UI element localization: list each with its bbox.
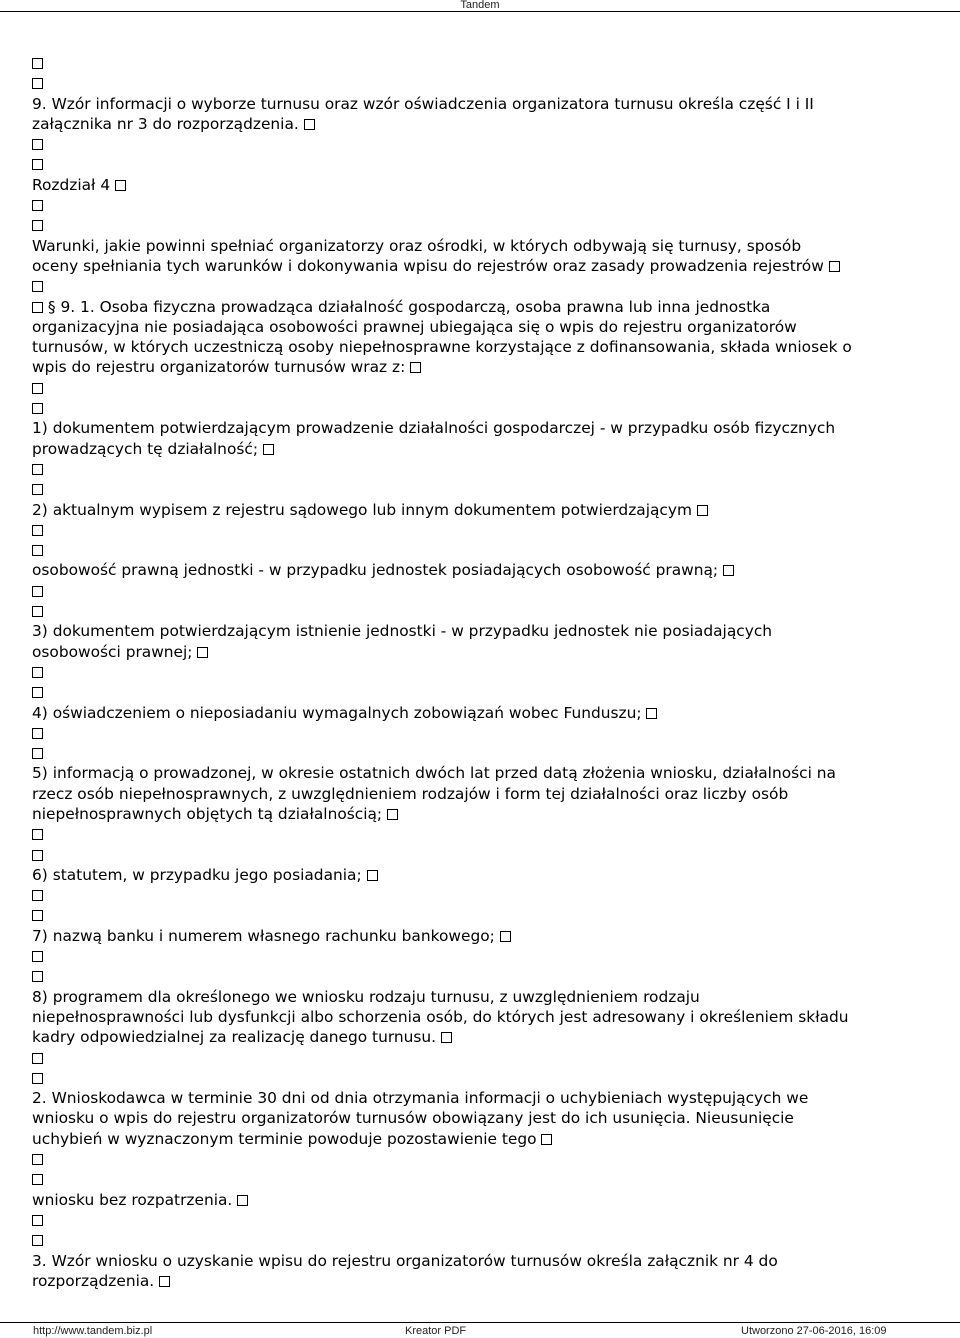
text-line — [32, 1271, 912, 1291]
line-text: wpis do rejestru organizatorów turnusów wraz z: — [32, 358, 411, 377]
checkbox-placeholder-icon — [32, 890, 43, 901]
line-text: osobowość prawną jednostki - w przypadku jednostek posiadających osobowość prawną; — [32, 561, 723, 580]
text-line — [32, 439, 912, 459]
line-text: 2. Wnioskodawca w terminie 30 dni od dnia otrzymania informacji o uchybieniach występujących we — [32, 1089, 809, 1108]
footer-created-date: Utworzono 27-06-2016, 16:09 — [741, 1325, 887, 1337]
checkbox-placeholder-icon — [263, 444, 274, 455]
checkbox-placeholder-icon — [32, 748, 43, 759]
text-line — [32, 682, 912, 702]
text-line — [32, 1169, 912, 1189]
checkbox-placeholder-icon — [32, 1053, 43, 1064]
text-line — [32, 845, 912, 865]
checkbox-placeholder-icon — [32, 78, 43, 89]
checkbox-placeholder-icon — [159, 1276, 170, 1287]
checkbox-placeholder-icon — [32, 220, 43, 231]
text-line — [32, 601, 912, 621]
text-line — [32, 276, 912, 296]
line-text: 9. Wzór informacji o wyborze turnusu oraz wzór oświadczenia organizatora turnusu określa część I i II — [32, 94, 814, 113]
text-line — [32, 865, 912, 885]
page-header — [0, 0, 960, 11]
checkbox-placeholder-icon — [32, 951, 43, 962]
text-line — [32, 1007, 912, 1027]
text-line — [32, 621, 912, 641]
checkbox-placeholder-icon — [32, 302, 43, 313]
text-line — [32, 520, 912, 540]
checkbox-placeholder-icon — [32, 1174, 43, 1185]
checkbox-placeholder-icon — [32, 1215, 43, 1226]
text-line — [32, 236, 912, 256]
checkbox-placeholder-icon — [500, 931, 511, 942]
line-text: niepełnosprawności lub dysfunkcji albo schorzenia osób, do których jest adresowany i określeniem składu — [32, 1007, 849, 1026]
checkbox-placeholder-icon — [32, 1235, 43, 1246]
text-line — [32, 1230, 912, 1250]
checkbox-placeholder-icon — [32, 484, 43, 495]
text-line — [32, 73, 912, 93]
text-line — [32, 946, 912, 966]
line-text: 5) informacją o prowadzonej, w okresie ostatnich dwóch lat przed datą złożenia wniosku, działalności na — [32, 764, 836, 783]
checkbox-placeholder-icon — [367, 870, 378, 881]
line-text: prowadzących tę działalność; — [32, 439, 263, 458]
line-text: § 9. 1. Osoba fizyczna prowadząca działalność gospodarczą, osoba prawna lub inna jednostka — [43, 297, 771, 316]
text-line — [32, 297, 912, 317]
text-line — [32, 1027, 912, 1047]
text-line — [32, 703, 912, 723]
text-line — [32, 723, 912, 743]
line-text: 1) dokumentem potwierdzającym prowadzenie działalności gospodarczej - w przypadku osób fizycznych — [32, 419, 836, 438]
checkbox-placeholder-icon — [410, 362, 421, 373]
line-text: oceny spełniania tych warunków i dokonywania wpisu do rejestrów oraz zasady prowadzenia rejestrów — [32, 256, 829, 275]
text-line — [32, 1129, 912, 1149]
checkbox-placeholder-icon — [32, 667, 43, 678]
checkbox-placeholder-icon — [237, 1195, 248, 1206]
text-line — [32, 134, 912, 154]
line-text: niepełnosprawnych objętych tą działalnością; — [32, 804, 387, 823]
line-text: 7) nazwą banku i numerem własnego rachunku bankowego; — [32, 926, 500, 945]
checkbox-placeholder-icon — [32, 687, 43, 698]
checkbox-placeholder-icon — [32, 606, 43, 617]
text-line — [32, 418, 912, 438]
text-line — [32, 500, 912, 520]
checkbox-placeholder-icon — [32, 58, 43, 69]
line-text: turnusów, w których uczestniczą osoby niepełnosprawne korzystające z dofinansowania, składa wniosek o — [32, 338, 852, 357]
text-line — [32, 1068, 912, 1088]
page-footer — [0, 1324, 960, 1338]
text-line — [32, 1048, 912, 1068]
checkbox-placeholder-icon — [697, 505, 708, 516]
text-line — [32, 824, 912, 844]
text-line — [32, 154, 912, 174]
text-line — [32, 94, 912, 114]
checkbox-placeholder-icon — [32, 910, 43, 921]
text-line — [32, 357, 912, 377]
footer-divider — [0, 1322, 960, 1323]
text-line — [32, 195, 912, 215]
text-line — [32, 459, 912, 479]
line-text: uchybień w wyznaczonym terminie powoduje pozostawienie tego — [32, 1129, 542, 1148]
checkbox-placeholder-icon — [304, 119, 315, 130]
text-line — [32, 763, 912, 783]
line-text: 2) aktualnym wypisem z rejestru sądowego lub innym dokumentem potwierdzającym — [32, 500, 697, 519]
checkbox-placeholder-icon — [32, 525, 43, 536]
text-line — [32, 560, 912, 580]
checkbox-placeholder-icon — [32, 545, 43, 556]
header-divider — [0, 11, 960, 12]
text-line — [32, 1088, 912, 1108]
line-text: 8) programem dla określonego we wniosku rodzaju turnusu, z uwzględnieniem rodzaju — [32, 987, 700, 1006]
checkbox-placeholder-icon — [32, 586, 43, 597]
text-line — [32, 1190, 912, 1210]
footer-url[interactable]: http://www.tandem.biz.pl — [33, 1325, 153, 1337]
checkbox-placeholder-icon — [32, 1154, 43, 1165]
text-line — [32, 1251, 912, 1271]
text-line — [32, 53, 912, 73]
line-text: wniosku bez rozpatrzenia. — [32, 1190, 238, 1209]
page-header-title: Tandem — [460, 0, 500, 11]
text-line — [32, 1210, 912, 1230]
line-text: rzecz osób niepełnosprawnych, z uwzględnieniem rodzajów i form tej działalności oraz liczby osób — [32, 784, 789, 803]
checkbox-placeholder-icon — [197, 647, 208, 658]
line-text: 6) statutem, w przypadku jego posiadania; — [32, 865, 367, 884]
line-text: osobowości prawnej; — [32, 642, 198, 661]
line-text: Warunki, jakie powinni spełniać organizatorzy oraz ośrodki, w których odbywają się turnusy, sposób — [32, 236, 802, 255]
text-line — [32, 642, 912, 662]
text-line — [32, 114, 912, 134]
text-line — [32, 987, 912, 1007]
text-line — [32, 398, 912, 418]
checkbox-placeholder-icon — [387, 809, 398, 820]
line-text: kadry odpowiedzialnej za realizację danego turnusu. — [32, 1028, 441, 1047]
checkbox-placeholder-icon — [32, 403, 43, 414]
checkbox-placeholder-icon — [32, 159, 43, 170]
text-line — [32, 784, 912, 804]
text-line — [32, 479, 912, 499]
text-line — [32, 378, 912, 398]
line-text: 4) oświadczeniem o nieposiadaniu wymagalnych zobowiązań wobec Funduszu; — [32, 703, 647, 722]
checkbox-placeholder-icon — [32, 971, 43, 982]
line-text: Rozdział 4 — [32, 175, 116, 194]
line-text: załącznika nr 3 do rozporządzenia. — [32, 114, 304, 133]
checkbox-placeholder-icon — [32, 139, 43, 150]
checkbox-placeholder-icon — [32, 383, 43, 394]
text-line — [32, 175, 912, 195]
text-line — [32, 804, 912, 824]
text-line — [32, 337, 912, 357]
text-line — [32, 885, 912, 905]
footer-creator: Kreator PDF — [405, 1325, 467, 1337]
text-line — [32, 540, 912, 560]
text-line — [32, 215, 912, 235]
checkbox-placeholder-icon — [32, 281, 43, 292]
checkbox-placeholder-icon — [32, 829, 43, 840]
text-line — [32, 905, 912, 925]
document-body — [32, 53, 912, 1291]
line-text: wniosku o wpis do rejestru organizatorów turnusów obowiązany jest do ich usunięcia. Nieusunięcie — [32, 1109, 794, 1128]
text-line — [32, 256, 912, 276]
line-text: 3) dokumentem potwierdzającym istnienie jednostki - w przypadku jednostek nie posiadających — [32, 622, 773, 641]
text-line — [32, 1108, 912, 1128]
line-text: 3. Wzór wniosku o uzyskanie wpisu do rejestru organizatorów turnusów określa załącznik nr 4 do — [32, 1251, 778, 1270]
checkbox-placeholder-icon — [723, 565, 734, 576]
checkbox-placeholder-icon — [829, 261, 840, 272]
checkbox-placeholder-icon — [646, 708, 657, 719]
checkbox-placeholder-icon — [32, 200, 43, 211]
text-line — [32, 1149, 912, 1169]
checkbox-placeholder-icon — [541, 1134, 552, 1145]
checkbox-placeholder-icon — [32, 850, 43, 861]
line-text: organizacyjna nie posiadająca osobowości prawnej ubiegająca się o wpis do rejestru organizatorów — [32, 317, 797, 336]
checkbox-placeholder-icon — [441, 1032, 452, 1043]
text-line — [32, 966, 912, 986]
checkbox-placeholder-icon — [32, 728, 43, 739]
checkbox-placeholder-icon — [32, 1073, 43, 1084]
text-line — [32, 743, 912, 763]
text-line — [32, 581, 912, 601]
text-line — [32, 926, 912, 946]
checkbox-placeholder-icon — [32, 464, 43, 475]
text-line — [32, 317, 912, 337]
line-text: rozporządzenia. — [32, 1271, 160, 1290]
checkbox-placeholder-icon — [115, 180, 126, 191]
text-line — [32, 662, 912, 682]
